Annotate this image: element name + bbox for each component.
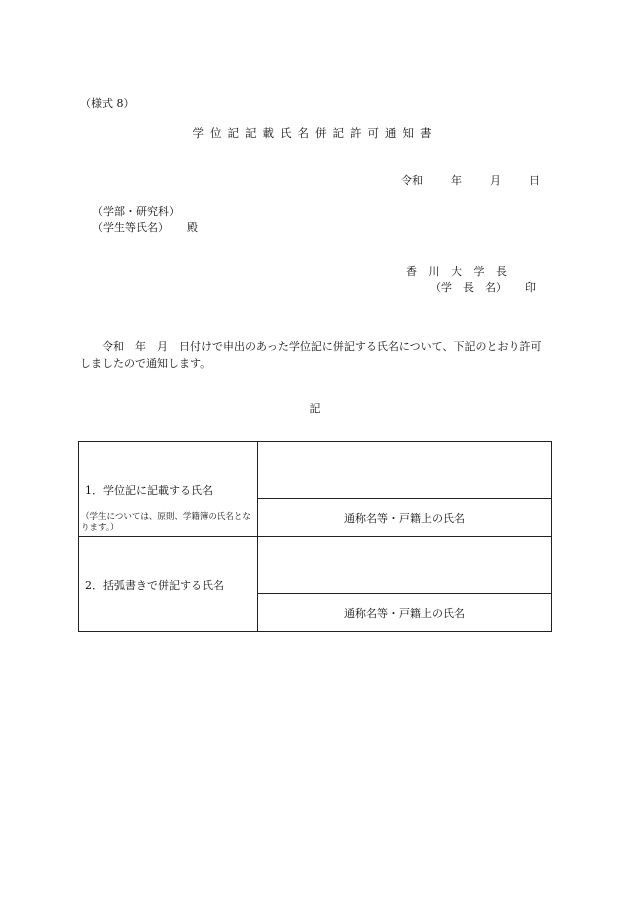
issuer-position-label: （学 長 名）: [430, 281, 507, 294]
student-name-line: [92, 219, 198, 235]
date-era: 令和: [401, 174, 423, 187]
faculty-label: （学部・研究科）: [92, 205, 180, 218]
row2-caption: 通称名等・戸籍上の氏名: [258, 594, 552, 632]
issue-date: [401, 172, 540, 188]
row1-label: 1．学位記に記載する氏名: [85, 484, 213, 497]
row1-value-cell[interactable]: [258, 442, 552, 499]
row1-label-cell: [79, 442, 258, 537]
row2-label-cell: [79, 537, 258, 632]
notification-body: 令和 年 月 日付けで申出のあった学位記に併記する氏名について、下記のとおり許可しましたので通知します。: [80, 340, 542, 370]
date-month: 月: [490, 174, 501, 187]
row1-caption: 通称名等・戸籍上の氏名: [258, 499, 552, 537]
ki-heading: 記: [309, 402, 321, 415]
row1-note: （学生については、原則、学籍簿の氏名となります。）: [81, 512, 251, 533]
table-row: [79, 442, 552, 499]
issuer-position-line: [430, 279, 536, 295]
honorific: 殿: [187, 221, 198, 234]
student-label: （学生等氏名）: [92, 221, 169, 234]
date-day: 日: [529, 174, 540, 187]
table-row: [79, 537, 552, 594]
seal-mark: 印: [525, 281, 536, 294]
name-record-table: [78, 441, 552, 632]
row2-label: 2．括弧書きで併記する氏名: [85, 579, 224, 592]
issuer-name: 香 川 大 学 長: [406, 265, 511, 278]
row2-value-cell[interactable]: [258, 537, 552, 594]
form-number: （様式 8）: [80, 97, 135, 110]
date-year: 年: [451, 174, 462, 187]
document-title: 学位記記載氏名併記許可通知書: [192, 126, 438, 140]
